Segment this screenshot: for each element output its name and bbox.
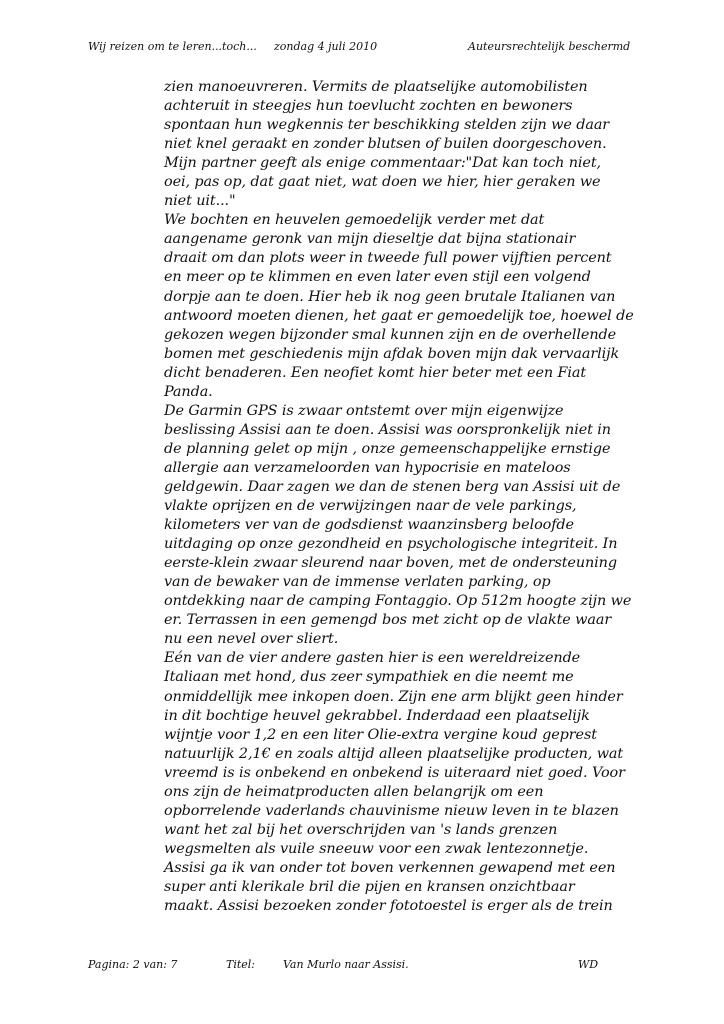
text-line: oei, pas op, dat gaat niet, wat doen we hier, hier geraken we	[164, 174, 601, 191]
footer-initials: WD	[578, 958, 599, 971]
text-line: dicht benaderen. Een neofiet komt hier beter met een Fiat	[164, 364, 587, 381]
text-line: wegsmelten als vuile sneeuw voor een zwak lentezonnetje.	[164, 840, 589, 857]
text-line: aangename geronk van mijn dieseltje dat bijna stationair	[164, 231, 576, 248]
text-line: en meer op te klimmen en even later even stijl een volgend	[164, 269, 591, 286]
text-line: natuurlijk 2,1€ en zoals altijd alleen plaatselijke producten, wat	[164, 745, 624, 762]
text-line: spontaan hun wegkennis ter beschikking stelden zijn we daar	[164, 117, 610, 134]
text-line: draait om dan plots weer in tweede full power vijftien percent	[164, 250, 612, 267]
header-title: Wij reizen om te leren...toch...	[88, 40, 257, 53]
text-line: Assisi ga ik van onder tot boven verkennen gewapend met een	[164, 859, 616, 876]
text-line: vlakte oprijzen en de verwijzingen naar de vele parkings,	[164, 498, 577, 515]
text-line: ontdekking naar de camping Fontaggio. Op 512m hoogte zijn we	[164, 593, 632, 610]
text-line: ons zijn de heimatproducten allen belangrijk om een	[164, 783, 544, 800]
text-line: niet uit..."	[164, 193, 236, 210]
text-line: in dit bochtige heuvel gekrabbel. Inderdaad een plaatselijk	[164, 707, 590, 724]
text-line: geldgewin. Daar zagen we dan de stenen berg van Assisi uit de	[164, 478, 621, 495]
text-line: Mijn partner geeft als enige commentaar:"Dat kan toch niet,	[164, 155, 601, 172]
text-line: kilometers ver van de godsdienst waanzinsberg beloofde	[164, 517, 574, 534]
text-line: allergie aan verzameloorden van hypocrisie en mateloos	[164, 459, 571, 476]
text-line: Eén van de vier andere gasten hier is een wereldreizende	[164, 650, 581, 667]
text-line: want het zal bij het overschrijden van 's lands grenzen	[164, 821, 558, 838]
text-line: beslissing Assisi aan te doen. Assisi was oorspronkelijk niet in	[164, 421, 611, 438]
footer-page-number: Pagina: 2 van: 7	[88, 958, 178, 971]
header-copyright: Auteursrechtelijk beschermd	[468, 40, 631, 53]
text-line: de planning gelet op mijn , onze gemeenschappelijke ernstige	[164, 440, 611, 457]
text-line: We bochten en heuvelen gemoedelijk verder met dat	[164, 212, 545, 229]
text-line: nu een nevel over sliert.	[164, 631, 339, 648]
text-line: opborrelende vaderlands chauvinisme nieuw leven in te blazen	[164, 802, 619, 819]
header-date: zondag 4 juli 2010	[274, 40, 378, 53]
text-line: gekozen wegen bijzonder smal kunnen zijn en de overhellende	[164, 326, 617, 343]
footer-title: Van Murlo naar Assisi.	[283, 958, 409, 971]
text-line: De Garmin GPS is zwaar ontstemt over mijn eigenwijze	[164, 402, 564, 419]
text-line: onmiddellijk mee inkopen doen. Zijn ene arm blijkt geen hinder	[164, 688, 623, 705]
page-footer	[88, 958, 648, 976]
text-line: van de bewaker van de immense verlaten parking, op	[164, 574, 551, 591]
text-line: achteruit in steegjes hun toevlucht zochten en bewoners	[164, 98, 573, 115]
text-line: er. Terrassen in een gemengd bos met zicht op de vlakte waar	[164, 612, 612, 629]
page-header	[88, 40, 648, 58]
text-line: uitdaging op onze gezondheid en psychologische integriteit. In	[164, 536, 618, 553]
text-line: Italiaan met hond, dus zeer sympathiek en die neemt me	[164, 669, 574, 686]
text-line: wijntje voor 1,2 en een liter Olie-extra vergine koud geprest	[164, 726, 597, 743]
text-line: bomen met geschiedenis mijn afdak boven mijn dak vervaarlijk	[164, 345, 620, 362]
text-line: dorpje aan te doen. Hier heb ik nog geen brutale Italianen van	[164, 288, 616, 305]
footer-title-label: Titel:	[226, 958, 256, 971]
text-line: super anti klerikale bril die pijen en kransen onzichtbaar	[164, 878, 575, 895]
body-text	[164, 78, 654, 916]
text-line: maakt. Assisi bezoeken zonder fototoestel is erger als de trein	[164, 898, 613, 915]
text-line: eerste-klein zwaar sleurend naar boven, met de ondersteuning	[164, 555, 617, 572]
text-line: zien manoeuvreren. Vermits de plaatselijke automobilisten	[164, 79, 588, 95]
text-line: Panda.	[164, 383, 213, 400]
text-line: niet knel geraakt en zonder blutsen of builen doorgeschoven.	[164, 136, 607, 153]
text-line: vreemd is is onbekend en onbekend is uiteraard niet goed. Voor	[164, 764, 625, 781]
text-line: antwoord moeten dienen, het gaat er gemoedelijk toe, hoewel de	[164, 307, 634, 324]
